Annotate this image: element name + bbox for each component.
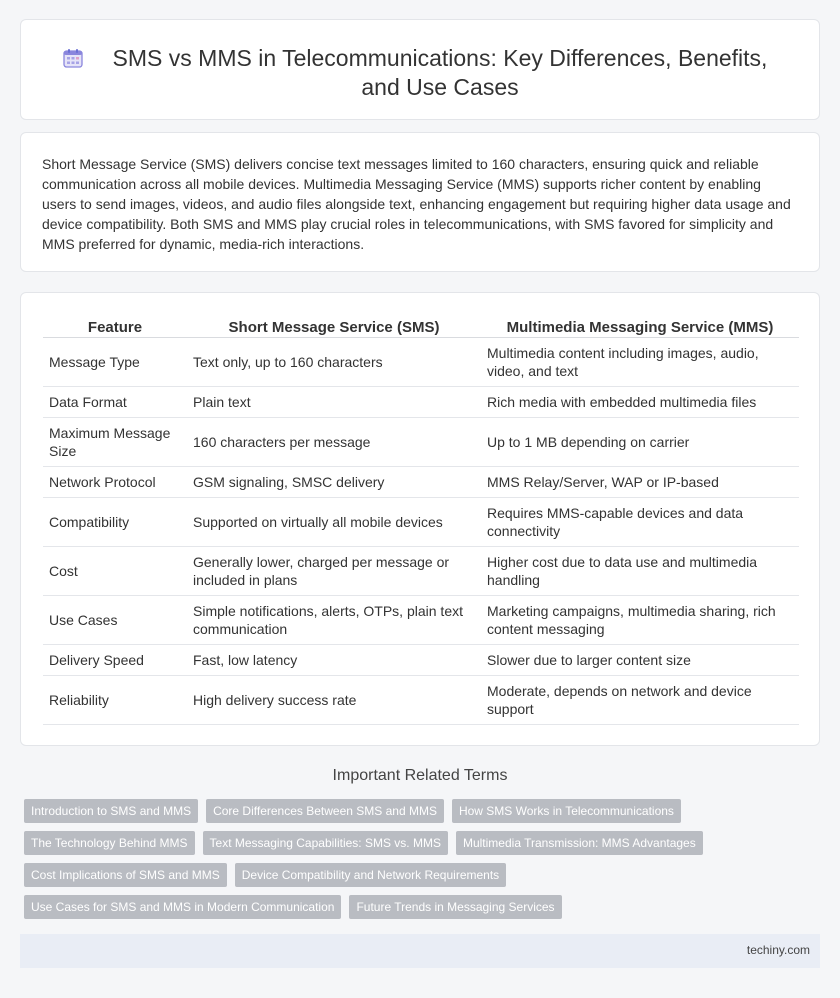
- related-terms-list: [24, 799, 814, 927]
- sms-cell: Fast, low latency: [187, 645, 481, 676]
- related-term-tag[interactable]: How SMS Works in Telecommunications: [452, 799, 681, 823]
- sms-cell: Simple notifications, alerts, OTPs, plain text communication: [187, 596, 481, 645]
- sms-cell: GSM signaling, SMSC delivery: [187, 467, 481, 498]
- related-term-tag[interactable]: Text Messaging Capabilities: SMS vs. MMS: [203, 831, 448, 855]
- sms-cell: Plain text: [187, 387, 481, 418]
- mms-cell: Up to 1 MB depending on carrier: [481, 418, 799, 467]
- feature-cell: Maximum Message Size: [43, 418, 187, 467]
- intro-paragraph: Short Message Service (SMS) delivers concise text messages limited to 160 characters, ensuring quick and reliable communication across all mobile devices. Multimedia Messaging Service (MMS) supports richer content by enabling users to send images, videos, and audio files alongside text, enhancing engagement but requiring higher data usage and device compatibility. Both SMS and MMS play crucial roles in telecommunications, with SMS favored for simplicity and MMS preferred for dynamic, media-rich interactions.: [42, 156, 791, 252]
- table-row: [43, 645, 799, 676]
- comparison-table: [43, 315, 799, 725]
- header-mms: Multimedia Messaging Service (MMS): [481, 315, 799, 338]
- related-term-tag[interactable]: Multimedia Transmission: MMS Advantages: [456, 831, 703, 855]
- footer: [20, 934, 820, 968]
- mms-cell: Multimedia content including images, audio, video, and text: [481, 338, 799, 387]
- related-term-tag[interactable]: Introduction to SMS and MMS: [24, 799, 198, 823]
- feature-cell: Compatibility: [43, 498, 187, 547]
- mms-cell: Rich media with embedded multimedia files: [481, 387, 799, 418]
- related-term-tag[interactable]: Device Compatibility and Network Requirements: [235, 863, 506, 887]
- table-header-row: [43, 315, 799, 338]
- related-term-tag[interactable]: Cost Implications of SMS and MMS: [24, 863, 227, 887]
- related-term-tag[interactable]: Core Differences Between SMS and MMS: [206, 799, 444, 823]
- sms-cell: Generally lower, charged per message or included in plans: [187, 547, 481, 596]
- mms-cell: Higher cost due to data use and multimedia handling: [481, 547, 799, 596]
- table-row: [43, 676, 799, 725]
- related-terms-title: Important Related Terms: [332, 767, 508, 784]
- table-row: [43, 467, 799, 498]
- table-row: [43, 418, 799, 467]
- footer-site-link[interactable]: techiny.com: [746, 943, 810, 957]
- mms-cell: Requires MMS-capable devices and data connectivity: [481, 498, 799, 547]
- feature-cell: Reliability: [43, 676, 187, 725]
- related-term-tag[interactable]: Use Cases for SMS and MMS in Modern Communication: [24, 895, 341, 919]
- table-row: [43, 547, 799, 596]
- feature-cell: Data Format: [43, 387, 187, 418]
- table-row: [43, 596, 799, 645]
- table-row: [43, 338, 799, 387]
- related-term-tag[interactable]: The Technology Behind MMS: [24, 831, 195, 855]
- mms-cell: Slower due to larger content size: [481, 645, 799, 676]
- mms-cell: Marketing campaigns, multimedia sharing, rich content messaging: [481, 596, 799, 645]
- page-title: SMS vs MMS in Telecommunications: Key Differences, Benefits, and Use Cases: [112, 45, 768, 100]
- comparison-table-card: [20, 292, 820, 746]
- mms-cell: Moderate, depends on network and device support: [481, 676, 799, 725]
- sms-cell: 160 characters per message: [187, 418, 481, 467]
- header-sms: Short Message Service (SMS): [187, 315, 481, 338]
- feature-cell: Use Cases: [43, 596, 187, 645]
- table-row: [43, 387, 799, 418]
- sms-cell: Text only, up to 160 characters: [187, 338, 481, 387]
- sms-cell: Supported on virtually all mobile devices: [187, 498, 481, 547]
- feature-cell: Network Protocol: [43, 467, 187, 498]
- mms-cell: MMS Relay/Server, WAP or IP-based: [481, 467, 799, 498]
- related-term-tag[interactable]: Future Trends in Messaging Services: [349, 895, 561, 919]
- feature-cell: Delivery Speed: [43, 645, 187, 676]
- header-feature: Feature: [43, 315, 187, 338]
- feature-cell: Message Type: [43, 338, 187, 387]
- table-row: [43, 498, 799, 547]
- intro-card: [20, 132, 820, 272]
- feature-cell: Cost: [43, 547, 187, 596]
- sms-cell: High delivery success rate: [187, 676, 481, 725]
- title-card: [20, 19, 820, 120]
